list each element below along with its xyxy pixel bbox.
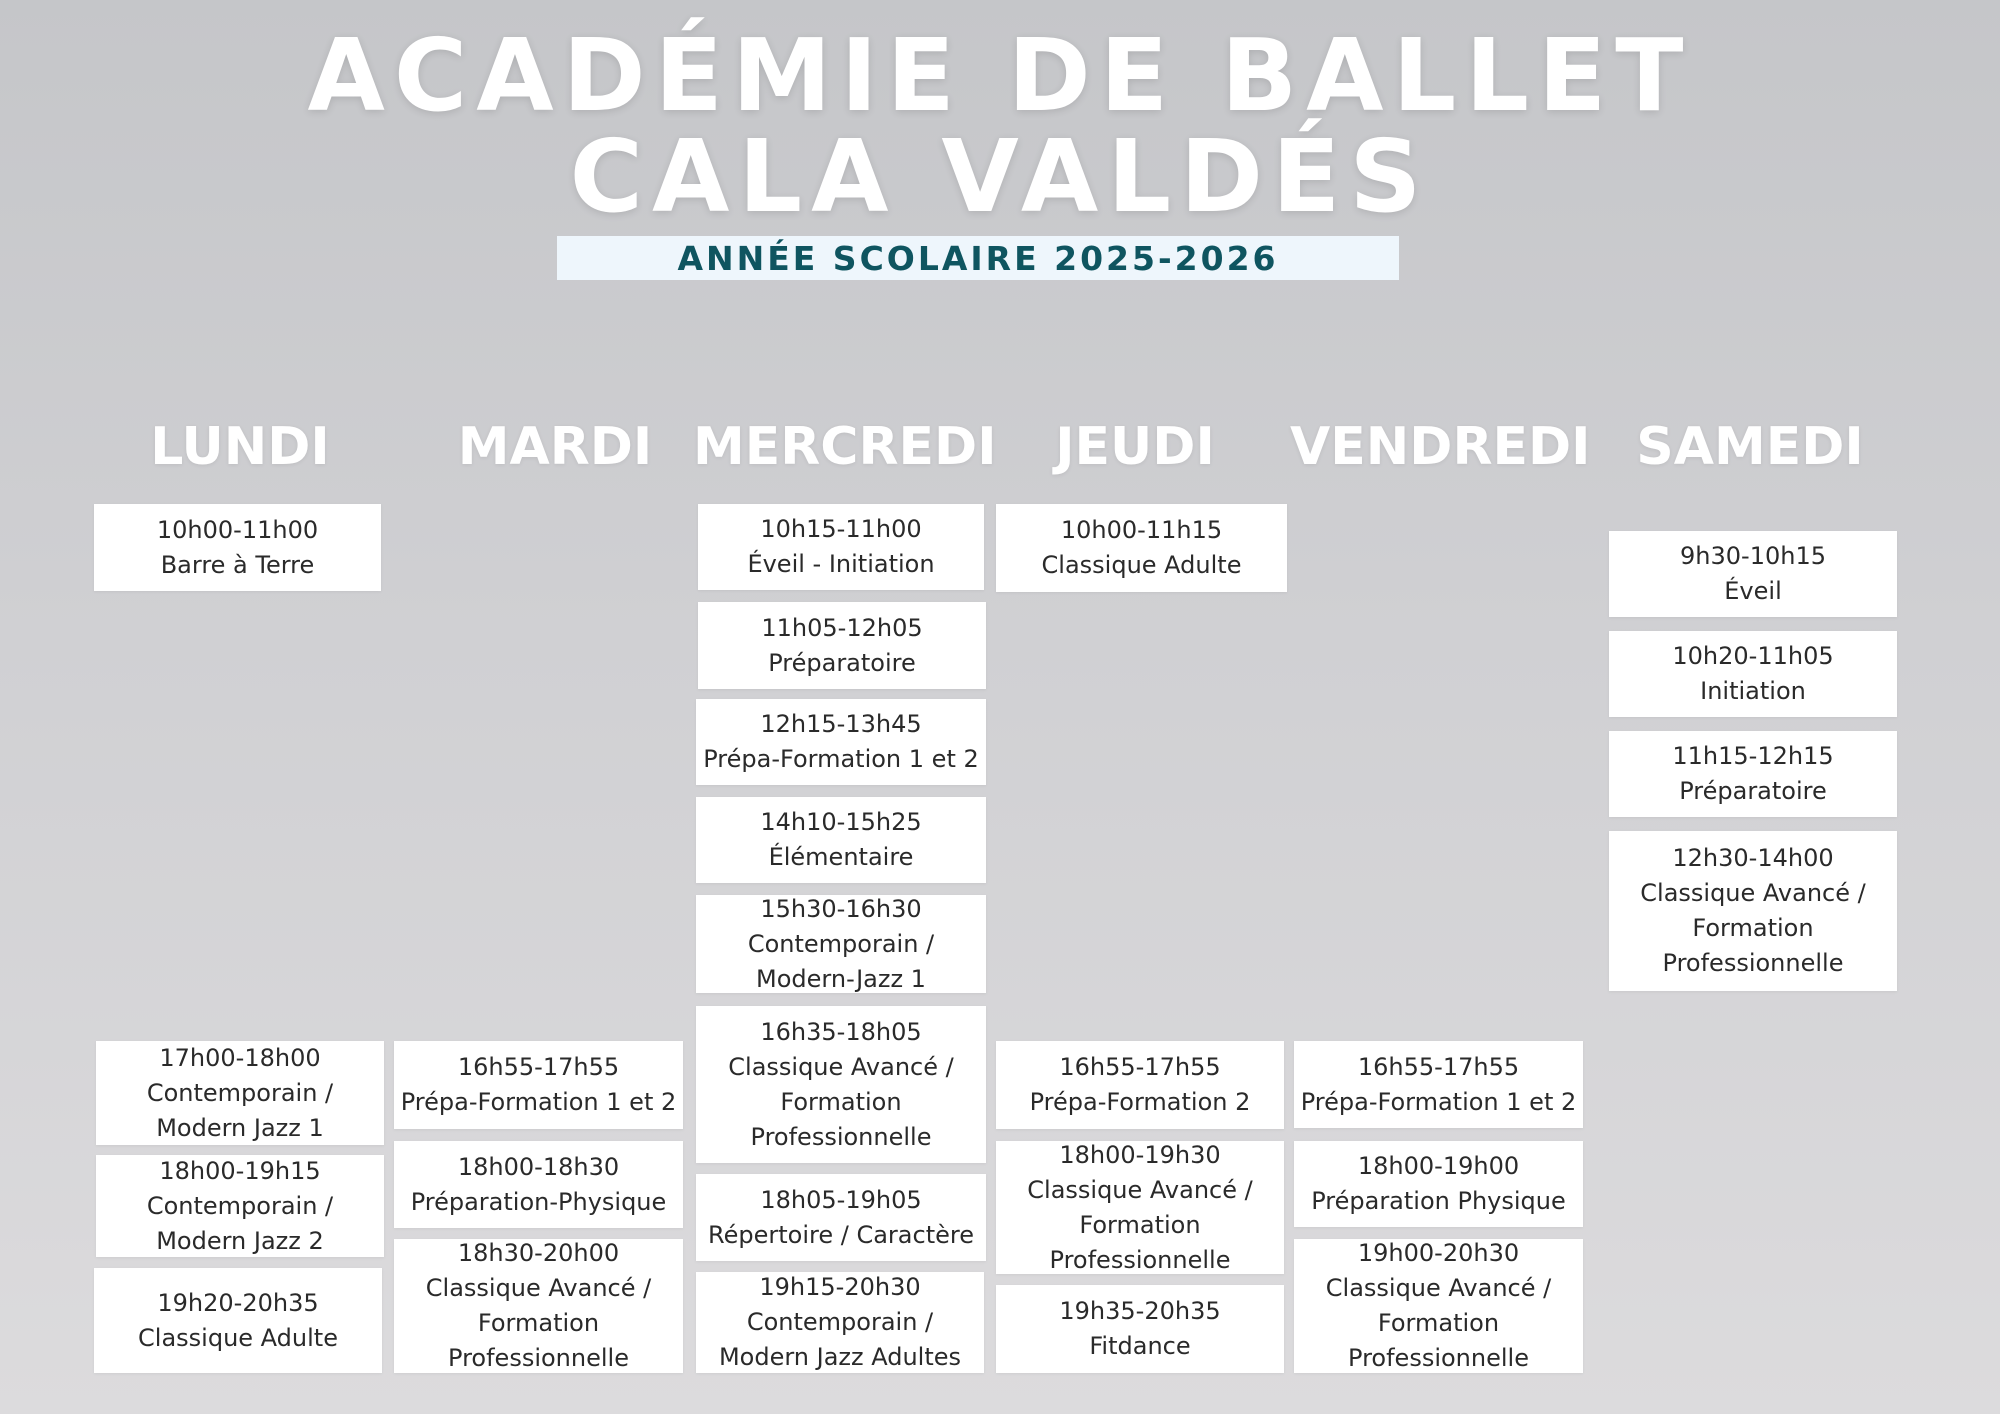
class-time: 19h35-20h35 — [1059, 1297, 1221, 1325]
day-header-vendredi: VENDREDI — [1290, 417, 1591, 477]
class-name: Classique Avancé / Formation Professionnelle — [1325, 1274, 1552, 1372]
class-slot-samedi-4[interactable] — [1609, 831, 1897, 991]
class-slot-mardi-3[interactable] — [394, 1239, 683, 1373]
class-time: 14h10-15h25 — [760, 808, 922, 836]
class-slot-mercredi-5[interactable] — [696, 895, 986, 993]
day-header-lundi: LUNDI — [150, 417, 330, 477]
class-slot-mardi-2[interactable] — [394, 1141, 683, 1228]
class-slot-vendredi-2[interactable] — [1294, 1141, 1583, 1227]
class-slot-samedi-2[interactable] — [1609, 631, 1897, 717]
class-slot-mercredi-1[interactable] — [698, 504, 984, 590]
class-name: Classique Avancé / Formation Professionnelle — [1027, 1175, 1253, 1274]
class-name: Classique Adulte — [1041, 551, 1242, 579]
class-time: 18h05-19h05 — [760, 1185, 922, 1214]
class-slot-mercredi-4[interactable] — [696, 797, 986, 883]
class-time: 18h30-20h00 — [457, 1239, 620, 1267]
class-time: 15h30-16h30 — [760, 894, 922, 923]
class-time: 18h00-19h00 — [1357, 1152, 1520, 1180]
class-name: Préparation Physique — [1311, 1187, 1566, 1215]
class-slot-lundi-1[interactable] — [94, 504, 381, 591]
day-header-jeudi: JEUDI — [1055, 417, 1215, 477]
class-name: Initiation — [1700, 677, 1806, 705]
class-time: 10h00-11h15 — [1060, 516, 1223, 544]
class-slot-vendredi-1[interactable] — [1294, 1041, 1583, 1128]
class-time: 18h00-19h30 — [1059, 1140, 1221, 1169]
class-name: Classique Adulte — [138, 1323, 338, 1352]
class-time: 11h05-12h05 — [761, 613, 923, 642]
class-name: Élémentaire — [768, 843, 914, 871]
class-time: 18h00-19h15 — [159, 1156, 321, 1185]
class-name: Contemporain / Modern Jazz 2 — [146, 1191, 334, 1255]
class-slot-jeudi-2[interactable] — [996, 1041, 1284, 1129]
class-name: Répertoire / Caractère — [708, 1220, 974, 1249]
class-time: 16h55-17h55 — [1357, 1052, 1520, 1081]
class-name: Classique Avancé / Formation Professionnelle — [728, 1052, 954, 1151]
class-time: 12h30-14h00 — [1672, 844, 1834, 872]
class-name: Classique Avancé / Formation Professionnelle — [1640, 879, 1866, 977]
academy-title-line-1: ACADÉMIE DE BALLET — [307, 17, 1693, 134]
class-time: 10h20-11h05 — [1672, 642, 1834, 670]
class-time: 9h30-10h15 — [1680, 542, 1826, 570]
class-time: 10h00-11h00 — [156, 515, 319, 544]
class-slot-mardi-1[interactable] — [394, 1041, 683, 1129]
class-time: 11h15-12h15 — [1672, 742, 1834, 770]
class-name: Prépa-Formation 1 et 2 — [703, 745, 979, 773]
class-time: 19h15-20h30 — [759, 1273, 921, 1301]
class-slot-mercredi-3[interactable] — [696, 699, 986, 785]
class-time: 19h20-20h35 — [157, 1288, 319, 1317]
class-name: Éveil — [1724, 577, 1782, 605]
class-time: 18h00-18h30 — [457, 1152, 620, 1181]
class-name: Contemporain / Modern Jazz 1 — [146, 1078, 334, 1142]
class-name: Contemporain / Modern-Jazz 1 — [747, 929, 935, 993]
class-name: Classique Avancé / Formation Professionnelle — [425, 1274, 652, 1372]
class-slot-jeudi-4[interactable] — [996, 1285, 1284, 1373]
class-name: Éveil - Initiation — [747, 550, 935, 578]
school-year-banner — [557, 236, 1399, 280]
class-time: 10h15-11h00 — [760, 515, 922, 543]
class-time: 16h55-17h55 — [1059, 1053, 1221, 1081]
day-header-mercredi: MERCREDI — [693, 417, 997, 477]
school-year-label: ANNÉE SCOLAIRE 2025-2026 — [677, 238, 1279, 278]
class-slot-mercredi-7[interactable] — [696, 1174, 986, 1261]
class-slot-lundi-4[interactable] — [94, 1268, 382, 1373]
class-slot-lundi-3[interactable] — [96, 1155, 384, 1257]
class-time: 16h55-17h55 — [457, 1053, 620, 1081]
class-name: Préparation-Physique — [410, 1187, 667, 1216]
class-slot-samedi-1[interactable] — [1609, 531, 1897, 617]
class-name: Préparatoire — [768, 648, 916, 677]
class-name: Fitdance — [1089, 1332, 1191, 1360]
day-header-samedi: SAMEDI — [1636, 417, 1864, 477]
class-name: Préparatoire — [1679, 777, 1827, 805]
class-slot-samedi-3[interactable] — [1609, 731, 1897, 817]
class-slot-jeudi-3[interactable] — [996, 1141, 1284, 1274]
class-slot-mercredi-2[interactable] — [698, 602, 986, 689]
class-time: 12h15-13h45 — [760, 710, 922, 738]
class-name: Prépa-Formation 1 et 2 — [1300, 1087, 1577, 1116]
class-slot-vendredi-3[interactable] — [1294, 1239, 1583, 1373]
class-time: 16h35-18h05 — [760, 1017, 922, 1046]
class-slot-lundi-2[interactable] — [96, 1041, 384, 1145]
class-name: Prépa-Formation 2 — [1029, 1088, 1251, 1116]
class-name: Prépa-Formation 1 et 2 — [400, 1088, 677, 1116]
academy-title-line-2: CALA VALDÉS — [569, 118, 1431, 235]
class-time: 17h00-18h00 — [159, 1043, 321, 1072]
class-name: Barre à Terre — [160, 550, 315, 579]
class-slot-jeudi-1[interactable] — [996, 504, 1287, 592]
day-header-mardi: MARDI — [457, 417, 653, 477]
class-slot-mercredi-6[interactable] — [696, 1006, 986, 1163]
class-name: Contemporain / Modern Jazz Adultes — [718, 1308, 962, 1371]
class-slot-mercredi-8[interactable] — [696, 1272, 984, 1373]
class-time: 19h00-20h30 — [1357, 1239, 1520, 1267]
